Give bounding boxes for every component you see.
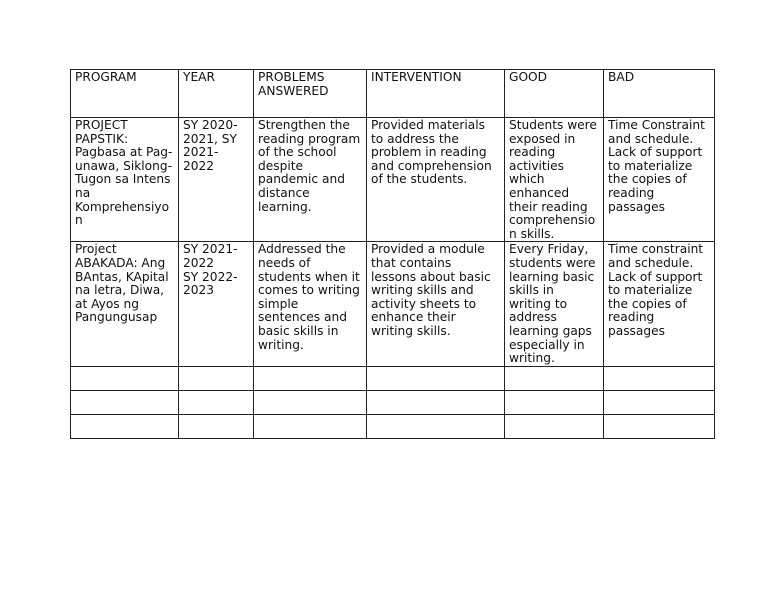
cell-good: Every Friday, students were learning basic skills in writing to address learning gaps especially in writing. — [505, 242, 604, 366]
empty-cell — [254, 414, 367, 438]
header-good: GOOD — [505, 70, 604, 118]
cell-year: SY 2021-2022 SY 2022-2023 — [179, 242, 254, 366]
empty-cell — [254, 390, 367, 414]
empty-cell — [179, 414, 254, 438]
cell-good: Students were exposed in reading activities which enhanced their reading comprehension skills. — [505, 118, 604, 242]
cell-intervention: Provided a module that contains lessons about basic writing skills and activity sheets to enhance their writing skills. — [367, 242, 505, 366]
empty-cell — [71, 414, 179, 438]
empty-cell — [604, 390, 715, 414]
cell-program: Project ABAKADA: Ang BAntas, KApital na letra, Diwa, at Ayos ng Pangungusap — [71, 242, 179, 366]
cell-year: SY 2020-2021, SY 2021-2022 — [179, 118, 254, 242]
header-program: PROGRAM — [71, 70, 179, 118]
header-year: YEAR — [179, 70, 254, 118]
empty-cell — [254, 366, 367, 390]
empty-cell — [367, 366, 505, 390]
empty-cell — [604, 414, 715, 438]
cell-problems-answered: Strengthen the reading program of the school despite pandemic and distance learning. — [254, 118, 367, 242]
empty-row — [71, 366, 715, 390]
header-bad: BAD — [604, 70, 715, 118]
empty-cell — [71, 390, 179, 414]
header-row — [71, 70, 715, 118]
empty-cell — [505, 390, 604, 414]
empty-cell — [604, 366, 715, 390]
empty-cell — [179, 390, 254, 414]
empty-cell — [367, 390, 505, 414]
cell-problems-answered: Addressed the needs of students when it comes to writing simple sentences and basic skills in writing. — [254, 242, 367, 366]
program-table — [70, 69, 715, 439]
header-problems-answered: PROBLEMS ANSWERED — [254, 70, 367, 118]
empty-row — [71, 414, 715, 438]
cell-intervention: Provided materials to address the problem in reading and comprehension of the students. — [367, 118, 505, 242]
cell-bad: Time constraint and schedule. Lack of support to materialize the copies of reading passages — [604, 242, 715, 366]
empty-row — [71, 390, 715, 414]
empty-cell — [71, 366, 179, 390]
empty-cell — [505, 366, 604, 390]
table-row — [71, 118, 715, 242]
empty-cell — [179, 366, 254, 390]
cell-program: PROJECT PAPSTIK: Pagbasa at Pag-unawa, Siklong-Tugon sa Intens na Komprehensiyon — [71, 118, 179, 242]
cell-bad: Time Constraint and schedule. Lack of support to materialize the copies of reading passages — [604, 118, 715, 242]
table-row — [71, 242, 715, 366]
empty-cell — [505, 414, 604, 438]
empty-cell — [367, 414, 505, 438]
header-intervention: INTERVENTION — [367, 70, 505, 118]
